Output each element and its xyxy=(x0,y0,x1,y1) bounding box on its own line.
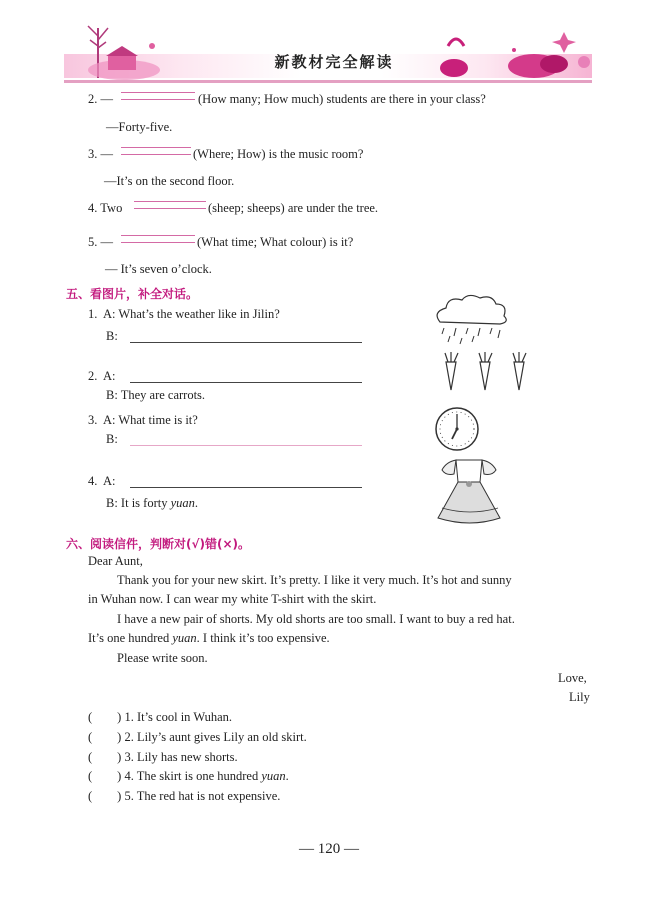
q5-number: 5. — xyxy=(88,235,113,249)
letter-greeting: Dear Aunt, xyxy=(88,554,143,568)
statement-4-yuan: yuan xyxy=(261,769,286,783)
part6-title: 六、阅读信件，判断对(√)错(×)。 xyxy=(66,537,250,551)
p5-q2-b: B: They are carrots. xyxy=(106,388,206,402)
p5-q4-b xyxy=(106,496,198,511)
p5-q2-a-blank[interactable] xyxy=(130,382,362,383)
letter-signature: Lily xyxy=(569,690,590,704)
statement-3 xyxy=(88,750,238,765)
q5-answer-blank[interactable] xyxy=(121,235,195,243)
statement-3-paren[interactable]: ( ) xyxy=(88,750,122,764)
p5-q1-b-blank[interactable] xyxy=(130,342,362,343)
p5-q1-number: 1. xyxy=(88,307,98,321)
p5-q4-a-blank[interactable] xyxy=(130,487,362,488)
q4-number: 4. Two xyxy=(88,201,123,215)
statement-1-text: 1. It’s cool in Wuhan. xyxy=(124,710,233,724)
statement-4 xyxy=(88,769,289,784)
header-title: 新教材完全解读 xyxy=(274,53,394,71)
p5-q2-a-line xyxy=(88,369,115,384)
statement-5 xyxy=(88,789,280,804)
letter-para1b: in Wuhan now. I can wear my white T-shirt with the skirt. xyxy=(88,592,377,606)
statement-1 xyxy=(88,710,232,725)
page-number: — 120 — xyxy=(299,841,359,857)
p5-q2-number: 2. xyxy=(88,369,98,383)
p5-q4-b-suffix: . xyxy=(194,496,199,510)
statement-1-paren[interactable]: ( ) xyxy=(88,710,122,724)
dress-icon xyxy=(434,456,504,528)
p5-q3-a: A: What time is it? xyxy=(102,413,198,427)
p5-q4-b-yuan: yuan xyxy=(170,496,195,510)
statement-2-text: 2. Lily’s aunt gives Lily an old skirt. xyxy=(124,730,307,744)
carrots-icon xyxy=(434,350,534,392)
q3-number: 3. — xyxy=(88,147,113,161)
statement-4-prefix: 4. The skirt is one hundred xyxy=(124,769,262,783)
rain-cloud-icon xyxy=(430,294,518,346)
q2-answer-blank[interactable] xyxy=(121,92,195,100)
q2-line xyxy=(88,92,113,107)
statement-2 xyxy=(88,730,307,745)
p5-q4-b-prefix: B: It is forty xyxy=(106,496,171,510)
q3-options: (Where; How) is the music room? xyxy=(193,147,364,161)
letter-para2a: I have a new pair of shorts. My old shorts are too small. I want to buy a red hat. xyxy=(117,612,515,626)
letter-para2b-prefix: It’s one hundred xyxy=(88,631,173,645)
tree-house-decoration-icon xyxy=(64,18,174,80)
statement-3-text: 3. Lily has new shorts. xyxy=(124,750,238,764)
p5-q2-a: A: xyxy=(102,369,116,383)
q4-answer-blank[interactable] xyxy=(134,201,206,209)
statement-2-paren[interactable]: ( ) xyxy=(88,730,122,744)
statement-4-suffix: . xyxy=(285,769,289,783)
q4-options: (sheep; sheeps) are under the tree. xyxy=(208,201,379,215)
q3-answer: —It’s on the second floor. xyxy=(104,174,235,188)
page-header xyxy=(64,18,592,84)
letter-para3: Please write soon. xyxy=(117,651,208,665)
p5-q4-a: A: xyxy=(102,474,116,488)
letter-closing: Love, xyxy=(558,671,587,685)
p5-q4-number: 4. xyxy=(88,474,98,488)
p5-q1-a-line xyxy=(88,307,280,322)
q2-options: (How many; How much) students are there in your class? xyxy=(198,92,486,106)
letter-para1a: Thank you for your new skirt. It’s pretty. I like it very much. It’s hot and sunny xyxy=(117,573,512,587)
letter-para2b-suffix: . I think it’s too expensive. xyxy=(196,631,330,645)
flowers-decoration-icon xyxy=(434,24,592,82)
p5-q3-b-blank[interactable] xyxy=(130,445,362,446)
p5-q1-a: A: What’s the weather like in Jilin? xyxy=(102,307,280,321)
statement-4-paren[interactable]: ( ) xyxy=(88,769,122,783)
part5-title: 五、看图片，补全对话。 xyxy=(66,287,199,301)
q2-answer: —Forty-five. xyxy=(106,120,173,134)
p5-q4-a-line xyxy=(88,474,115,489)
statement-5-paren[interactable]: ( ) xyxy=(88,789,122,803)
statement-4-text xyxy=(124,769,288,783)
p5-q3-number: 3. xyxy=(88,413,98,427)
letter-para2b-yuan: yuan xyxy=(172,631,197,645)
q2-number: 2. — xyxy=(88,92,113,106)
q5-options: (What time; What colour) is it? xyxy=(197,235,354,249)
letter-para2b xyxy=(88,631,330,646)
p5-q3-a-line xyxy=(88,413,198,428)
clock-icon xyxy=(434,406,480,452)
statement-5-text: 5. The red hat is not expensive. xyxy=(124,789,281,803)
q3-answer-blank[interactable] xyxy=(121,147,191,155)
q5-answer: — It’s seven o’clock. xyxy=(105,262,212,276)
p5-q1-b: B: xyxy=(106,329,118,343)
p5-q3-b: B: xyxy=(106,432,118,446)
